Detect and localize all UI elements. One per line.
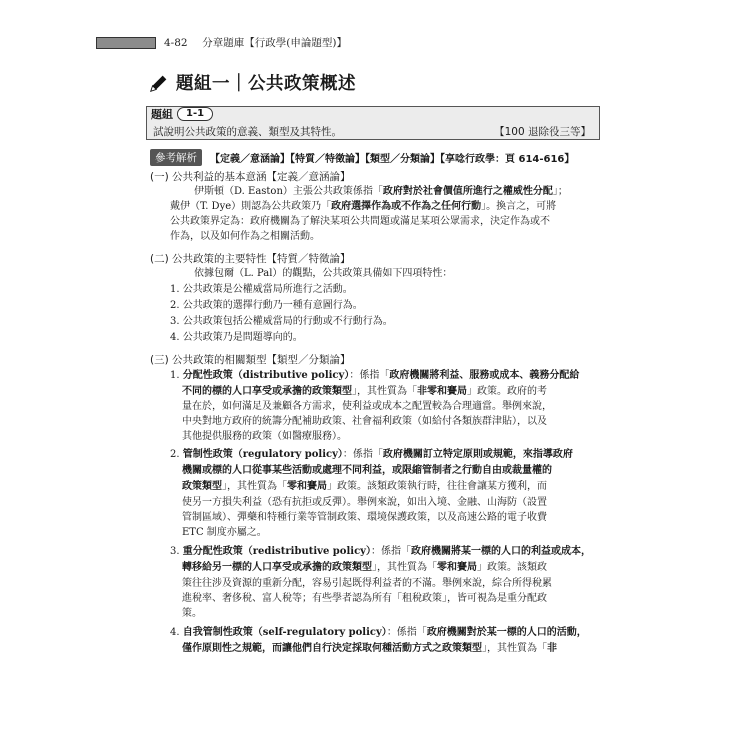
text-span: 3. bbox=[170, 546, 183, 557]
text-span: ：係指「 bbox=[386, 627, 427, 638]
body-line bbox=[170, 369, 579, 383]
text-span: 公共政策界定為：政府機關為了解決某項公共問題或滿足某項公眾需求，決定作為或不 bbox=[170, 216, 550, 227]
body-line bbox=[170, 315, 393, 329]
body-line bbox=[194, 267, 452, 281]
body-line bbox=[182, 480, 547, 494]
text-span: 」政策。該類政策執行時，往往會讓某方獲利，而 bbox=[327, 481, 547, 492]
bold-text: 零和賽局 bbox=[437, 562, 477, 573]
body-line bbox=[182, 561, 547, 575]
section-heading bbox=[150, 170, 351, 184]
body-line bbox=[182, 526, 267, 540]
page-number: 4-82 bbox=[164, 37, 188, 49]
body-line bbox=[182, 464, 552, 478]
text-span: 進稅率、奢侈稅、富人稅等；有些學者認為所有「租稅政策」，皆可視為是重分配政 bbox=[182, 593, 547, 604]
question-label: 題組 bbox=[151, 108, 173, 121]
text-span: ：係指「 bbox=[370, 546, 411, 557]
section-heading bbox=[150, 252, 351, 266]
body-line bbox=[194, 185, 568, 199]
bold-text: 機關或標的人口從事某些活動或處理不同利益，或限縮管制者之行動自由或裁量權的 bbox=[182, 465, 552, 476]
text-span: (一) 公共利益的基本意涵【定義／意涵論】 bbox=[150, 171, 351, 183]
bold-text: 非零和賽局 bbox=[417, 386, 467, 397]
bold-text: 政府對於社會價值所進行之權威性分配 bbox=[382, 186, 553, 197]
body-line bbox=[170, 215, 550, 229]
bold-text: 轉移給另一標的人口享受或承擔的政策類型 bbox=[182, 562, 372, 573]
text-span: ：係指「 bbox=[342, 449, 383, 460]
question-source: 【100 退除役三等】 bbox=[494, 126, 591, 138]
body-line bbox=[170, 448, 573, 462]
text-span: 管制區域）、彈藥和特種行業等管制政策、環境保護政策，以及高速公路的電子收費 bbox=[182, 512, 547, 523]
text-span: 」政策。該類政 bbox=[477, 562, 547, 573]
text-span: 戴伊（T. Dye）則認為公共政策乃「 bbox=[170, 201, 332, 212]
body-line bbox=[170, 299, 363, 313]
bold-text: 不同的標的人口享受或承擔的政策類型 bbox=[182, 386, 352, 397]
running-title: 分章題庫【行政學(申論題型)】 bbox=[202, 37, 347, 49]
text-span: 3. 公共政策包括公權威當局的行動或不行動行為。 bbox=[170, 316, 393, 327]
body-line bbox=[182, 400, 552, 414]
body-line bbox=[182, 415, 547, 429]
body-line bbox=[170, 331, 303, 345]
text-span: 量在於，如何滿足及兼顧各方需求，使利益或成本之配置較為合理適當。舉例來說， bbox=[182, 401, 552, 412]
text-span: 4. 公共政策乃是問題導向的。 bbox=[170, 332, 303, 343]
bold-text: 分配性政策（distributive policy） bbox=[182, 370, 350, 381]
bold-text: 自我管制性政策（self-regulatory policy） bbox=[182, 627, 387, 638]
reference-row bbox=[150, 149, 574, 166]
bold-text: 政府機關對於某一標的人口的活動， bbox=[426, 627, 587, 638]
body-line bbox=[182, 496, 547, 510]
body-line bbox=[182, 511, 547, 525]
question-tag bbox=[147, 107, 217, 121]
text-span: 策。 bbox=[182, 608, 202, 619]
body-line bbox=[182, 430, 347, 444]
bold-text: 政策類型 bbox=[182, 481, 222, 492]
text-span: ETC 制度亦屬之。 bbox=[182, 527, 267, 538]
bold-text: 僅作原則性之規範，而讓他們自行決定採取何種活動方式之政策類型 bbox=[182, 643, 482, 654]
text-span: (三) 公共政策的相關類型【類型／分類論】 bbox=[150, 354, 351, 366]
bold-text: 政府機關將某一標的人口的利益或成本， bbox=[410, 546, 591, 557]
bold-text: 管制性政策（regulatory policy） bbox=[182, 449, 343, 460]
text-span: 使另一方損失利益（恐有抗拒或反彈）。舉例來說，如出入境、金融、山海防（設置 bbox=[182, 497, 547, 508]
body-line bbox=[170, 545, 591, 559]
body-line bbox=[182, 642, 557, 656]
text-span: 作為，以及如何作為之相關活動。 bbox=[170, 231, 320, 242]
bold-text: 非 bbox=[547, 643, 557, 654]
body-line bbox=[182, 607, 202, 621]
text-span: 2. 公共政策的選擇行動乃一種有意圖行為。 bbox=[170, 300, 363, 311]
text-span: 」。換言之，可將 bbox=[481, 201, 557, 212]
body-line bbox=[170, 626, 587, 640]
question-text: 試說明公共政策的意義、類型及其特性。 bbox=[153, 126, 342, 138]
text-span: (二) 公共政策的主要特性【特質／特徵論】 bbox=[150, 253, 351, 265]
text-span: 中央對地方政府的統籌分配補助政策、社會福利政策（如給付各類族群津貼），以及 bbox=[182, 416, 547, 427]
text-span: 2. bbox=[170, 449, 183, 460]
header-bar bbox=[96, 37, 156, 49]
bold-text: 零和賽局 bbox=[287, 481, 327, 492]
body-line bbox=[170, 283, 353, 297]
body-line bbox=[182, 577, 552, 591]
text-span: 其他提供服務的政策（如醫療服務）。 bbox=[182, 431, 347, 442]
page-title: 題組一｜公共政策概述 bbox=[176, 74, 356, 94]
reference-tags: 【定義／意涵論】【特質／特徵論】【類型／分類論】【享唸行政學：頁 614-616】 bbox=[210, 154, 575, 165]
section-heading bbox=[150, 353, 351, 367]
text-span: 1. bbox=[170, 370, 183, 381]
bold-text: 重分配性政策（redistributive policy） bbox=[182, 546, 371, 557]
text-span: 」，其性質為「 bbox=[222, 481, 287, 492]
text-span: 依據包爾（L. Pal）的觀點，公共政策具備如下四項特性： bbox=[194, 268, 453, 279]
running-head bbox=[164, 35, 347, 50]
text-span: 」，其性質為「 bbox=[372, 562, 437, 573]
question-number: 1-1 bbox=[177, 107, 213, 121]
body-line bbox=[182, 385, 547, 399]
body-line bbox=[170, 200, 556, 214]
bold-text: 政府選擇作為或不作為之任何行動 bbox=[331, 201, 482, 212]
text-span: 」政策。政府的考 bbox=[467, 386, 547, 397]
text-span: 策往往涉及資源的重新分配，容易引起既得利益者的不滿。舉例來說，綜合所得稅累 bbox=[182, 578, 552, 589]
body-line bbox=[170, 230, 320, 244]
text-span: 4. bbox=[170, 627, 183, 638]
bold-text: 政府機關將利益、服務或成本、義務分配給 bbox=[389, 370, 580, 381]
text-span: 伊斯頓（D. Easton）主張公共政策係指「 bbox=[194, 186, 383, 197]
text-span: ：係指「 bbox=[349, 370, 390, 381]
bold-text: 政府機關訂立特定原則或規範，來指導政府 bbox=[382, 449, 573, 460]
text-span: 」，其性質為「 bbox=[482, 643, 547, 654]
text-span: 1. 公共政策是公權威當局所進行之活動。 bbox=[170, 284, 353, 295]
reference-badge: 參考解析 bbox=[150, 149, 202, 166]
body-line bbox=[182, 592, 547, 606]
text-span: 」； bbox=[552, 186, 568, 197]
pencil-icon bbox=[148, 72, 170, 94]
question-box bbox=[146, 106, 600, 140]
section-title bbox=[148, 70, 356, 95]
text-span: 」，其性質為「 bbox=[352, 386, 417, 397]
